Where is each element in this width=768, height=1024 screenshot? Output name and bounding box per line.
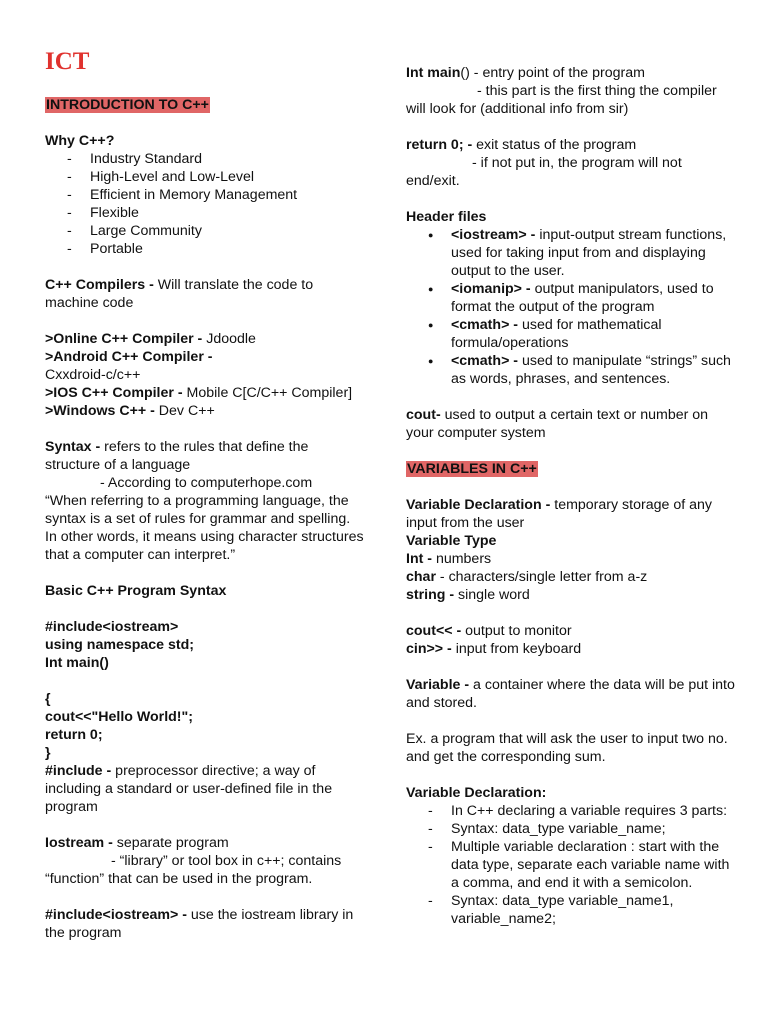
syntax-definition: Syntax - refers to the rules that define the structure of a language xyxy=(45,439,309,473)
list-item: - Efficient in Memory Management xyxy=(45,186,365,204)
return-description: - if not put in, the program will not end/exit. xyxy=(406,155,682,189)
include-definition: #include - preprocessor directive; a way of including a standard or user-defined file in the program xyxy=(45,763,333,815)
string-type: string - single word xyxy=(406,587,530,603)
list-item: - Industry Standard xyxy=(45,150,365,168)
code-line: return 0; xyxy=(45,727,103,743)
list-item: ● <iostream> - input-output stream functions, used for taking input from and displaying output to the user. xyxy=(406,226,736,280)
list-item: - Multiple variable declaration : start with the data type, separate each variable name with a comma, and end it with a semicolon. xyxy=(406,838,736,892)
main-definition: Int main() - entry point of the program xyxy=(406,65,645,81)
variable-definition: Variable - a container where the data will be put into and stored. xyxy=(406,677,735,711)
variables-heading: VARIABLES IN C++ xyxy=(407,461,537,477)
list-item: - Portable xyxy=(45,240,365,258)
cout-definition: cout- used to output a certain text or number on your computer system xyxy=(406,407,709,441)
online-compiler: >Online C++ Compiler - Jdoodle xyxy=(45,331,256,347)
compilers-paragraph: C++ Compilers - Will translate the code to machine code xyxy=(45,277,314,311)
why-list xyxy=(45,150,365,258)
variable-type-heading: Variable Type xyxy=(406,533,497,549)
code-line: using namespace std; xyxy=(45,637,195,653)
list-item: - Syntax: data_type variable_name1, variable_name2; xyxy=(406,892,736,928)
android-compiler: >Android C++ Compiler - Cxxdroid-c/c++ xyxy=(45,349,213,383)
syntax-quote: “When referring to a programming language, the syntax is a set of rules for grammar and spelling. In other words, it means using character structures that a computer can interpret.” xyxy=(45,493,364,563)
list-item: ● <iomanip> - output manipulators, used to format the output of the program xyxy=(406,280,736,316)
code-line: #include<iostream> xyxy=(45,619,179,635)
list-item: - Large Community xyxy=(45,222,365,240)
variable-declaration-definition: Variable Declaration - temporary storage of any input from the user xyxy=(406,497,712,531)
windows-compiler: >Windows C++ - Dev C++ xyxy=(45,403,215,419)
list-item: - High-Level and Low-Level xyxy=(45,168,365,186)
basic-syntax-heading: Basic C++ Program Syntax xyxy=(45,583,227,599)
list-item: ● <cmath> - used for mathematical formula/operations xyxy=(406,316,736,352)
list-item: - Syntax: data_type variable_name; xyxy=(406,820,736,838)
main-description: - this part is the first thing the compiler will look for (additional info from sir) xyxy=(406,83,717,117)
cin-operator: cin>> - input from keyboard xyxy=(406,641,582,657)
right-column xyxy=(406,64,736,928)
variable-declaration-list xyxy=(406,802,736,928)
header-files-list xyxy=(406,226,736,388)
code-line: Int main() xyxy=(45,655,109,671)
char-type: char - characters/single letter from a-z xyxy=(406,569,648,585)
document-title: ICT xyxy=(45,48,90,75)
ios-compiler: >IOS C++ Compiler - Mobile C[C/C++ Compiler] xyxy=(45,385,353,401)
cout-operator: cout<< - output to monitor xyxy=(406,623,572,639)
include-iostream-definition: #include<iostream> - use the iostream library in the program xyxy=(45,907,354,941)
iostream-description: - “library” or tool box in c++; contains “function” that can be used in the program. xyxy=(45,853,342,887)
code-line: { xyxy=(45,691,51,707)
int-type: Int - numbers xyxy=(406,551,492,567)
variable-declaration-heading: Variable Declaration: xyxy=(406,785,547,801)
intro-heading: INTRODUCTION TO C++ xyxy=(46,97,209,113)
syntax-source: - According to computerhope.com xyxy=(100,475,313,491)
why-heading: Why C++? xyxy=(45,133,115,149)
list-item: - In C++ declaring a variable requires 3 parts: xyxy=(406,802,736,820)
header-files-heading: Header files xyxy=(406,209,487,225)
code-line: cout<<"Hello World!"; xyxy=(45,709,193,725)
example-paragraph: Ex. a program that will ask the user to input two no. and get the corresponding sum. xyxy=(406,731,728,765)
list-item: - Flexible xyxy=(45,204,365,222)
code-line: } xyxy=(45,745,51,761)
iostream-definition: Iostream - separate program xyxy=(45,835,229,851)
left-column xyxy=(45,96,365,942)
list-item: ● <cmath> - used to manipulate “strings” such as words, phrases, and sentences. xyxy=(406,352,736,388)
return-definition: return 0; - exit status of the program xyxy=(406,137,637,153)
